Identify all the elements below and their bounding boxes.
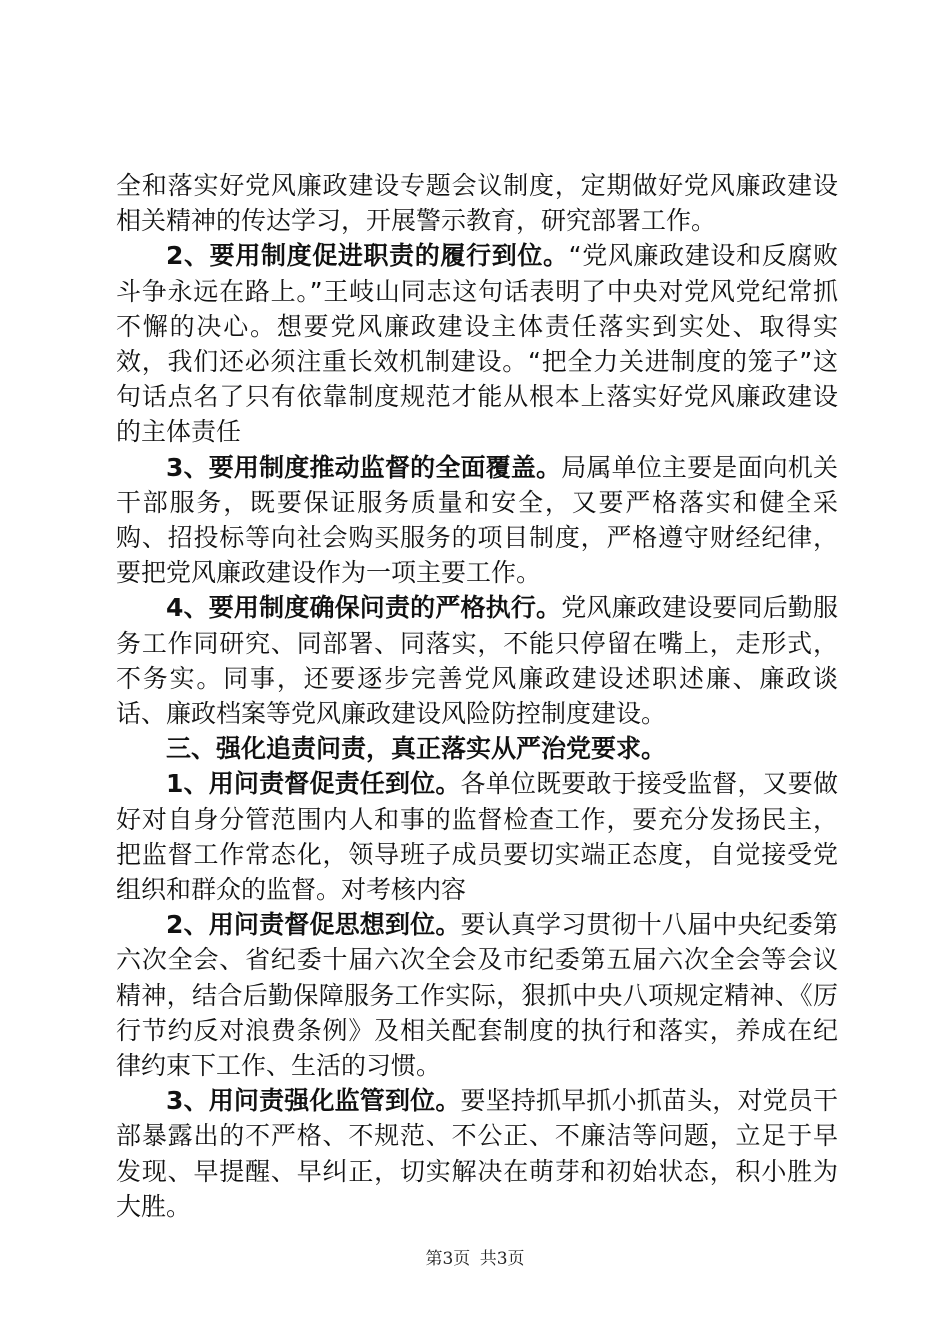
paragraph-text: 要坚持抓早抓小抓苗头，对党员干部暴露出的不严格、不规范、不公正、不廉洁等问题，立足于早发现、早提醒、早纠正，切实解决在萌芽和初始状态，积小胜为大胜。 (116, 1086, 838, 1221)
paragraph-accountability-3 (116, 1083, 838, 1224)
paragraph-lead: 3、用问责强化监管到位。 (166, 1086, 461, 1116)
paragraph-text: 局属单位主要是面向机关干部服务，既要保证服务质量和安全，又要严格落实和健全采购、招投标等向社会购买服务的项目制度，严格遵守财经纪律，要把党风廉政建设作为一项主要工作。 (116, 452, 838, 588)
paragraph-lead: 2、用问责督促思想到位。 (166, 910, 461, 940)
paragraph-lead: 3、要用制度推动监督的全面覆盖。 (166, 452, 562, 482)
paragraph-text: 党风廉政建设要同后勤服务工作同研究、同部署、同落实，不能只停留在嘴上，走形式，不务实。同事，还要逐步完善党风廉政建设述职述廉、廉政谈话、廉政档案等党风廉政建设风险防控制度建设。 (116, 593, 838, 729)
section-heading-3 (116, 731, 838, 766)
paragraph-text: 各单位既要敢于接受监督，又要做好对自身分管范围内人和事的监督检查工作，要充分发扬民主，把监督工作常态化，领导班子成员要切实端正态度，自觉接受党组织和群众的监督。对考核内容 (116, 769, 838, 905)
document-body (116, 168, 838, 1224)
paragraph-text: “党风廉政建设和反腐败斗争永远在路上。”王岐山同志这句话表明了中央对党风党纪常抓不懈的决心。想要党风廉政建设主体责任落实到实处、取得实效，我们还必须注重长效机制建设。“把全力关进制度的笼子”这句话点名了只有依靠制度规范才能从根本上落实好党风廉政建设的主体责任 (116, 241, 838, 447)
paragraph-item-2-duties (116, 238, 838, 449)
paragraph-text: 要认真学习贯彻十八届中央纪委第六次全会、省纪委十届六次全会及市纪委第五届六次全会等会议精神，结合后勤保障服务工作实际，狠抓中央八项规定精神、《厉行节约反对浪费条例》及相关配套制度的执行和落实，养成在纪律约束下工作、生活的习惯。 (116, 910, 838, 1081)
paragraph-lead: 2、要用制度促进职责的履行到位。 (166, 241, 569, 271)
paragraph-lead: 1、用问责督促责任到位。 (166, 769, 461, 799)
paragraph-accountability-1 (116, 766, 838, 907)
paragraph-text: 全和落实好党风廉政建设专题会议制度，定期做好党风廉政建设相关精神的传达学习，开展警示教育，研究部署工作。 (116, 171, 838, 236)
paragraph-continuation (116, 168, 838, 238)
paragraph-lead: 4、要用制度确保问责的严格执行。 (166, 593, 562, 623)
paragraph-item-3-supervision (116, 450, 838, 591)
page-number-footer: 第3页 共3页 (425, 1249, 525, 1269)
paragraph-accountability-2 (116, 907, 838, 1083)
section-heading-text: 三、强化追责问责，真正落实从严治党要求。 (166, 734, 667, 764)
paragraph-item-4-accountability (116, 590, 838, 731)
